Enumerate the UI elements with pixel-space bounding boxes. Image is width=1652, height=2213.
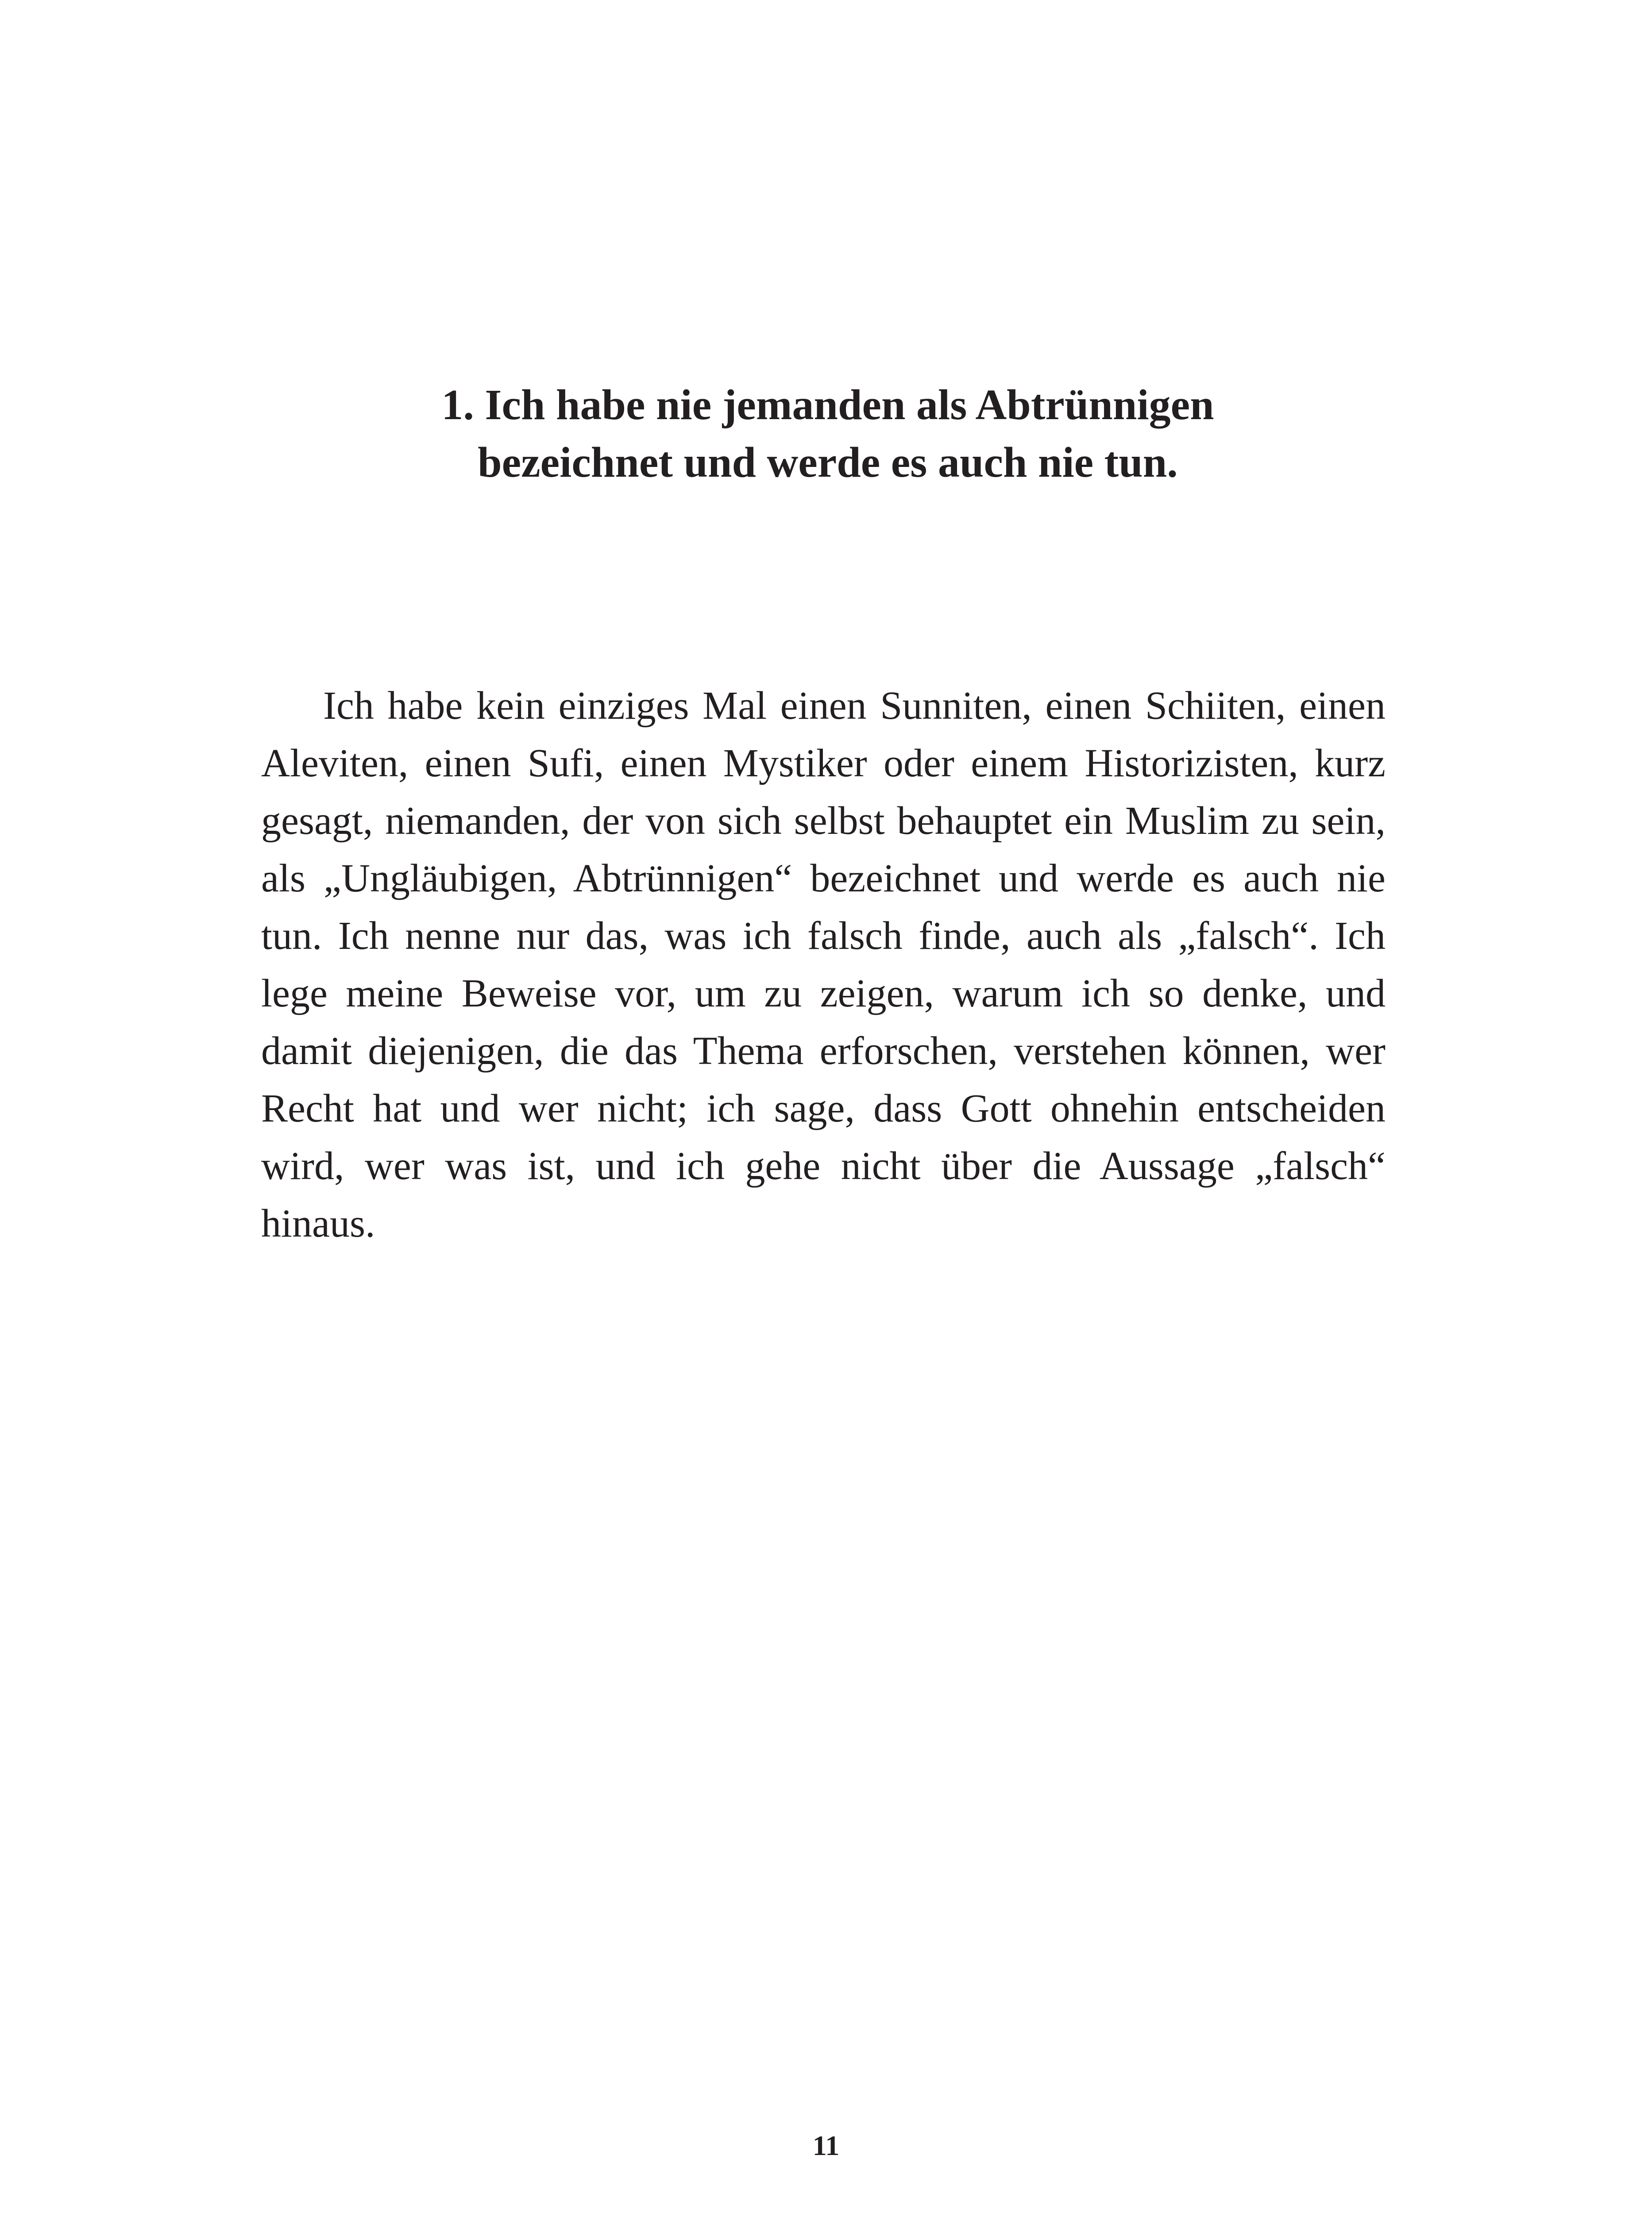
page-number: 11	[812, 2130, 840, 2161]
chapter-heading-line-2: bezeichnet und werde es auch nie tun.	[478, 439, 1178, 486]
body-paragraph: Ich habe kein einziges Mal einen Sunniten, einen Schiiten, einen Aleviten, einen Sufi, einen Mystiker oder einem Historizisten, kurz gesagt, niemanden, der von sich selbst behauptet ein Muslim zu sein, als „Ungläubigen, Abtrünnigen“ bezeichnet und werde es auch nie tun. Ich nenne nur das, was ich falsch finde, auch als „falsch“. Ich lege meine Beweise vor, um zu zeigen, warum ich so denke, und damit diejenigen, die das Thema erforschen, verstehen können, wer Recht hat und wer nicht; ich sage, dass Gott ohnehin entscheiden wird, wer was ist, und ich gehe nicht über die Aussage „falsch“ hinaus.	[261, 684, 1386, 1245]
chapter-heading-line-1: 1. Ich habe nie jemanden als Abtrünnigen	[441, 381, 1214, 429]
chapter-heading	[261, 376, 1394, 491]
